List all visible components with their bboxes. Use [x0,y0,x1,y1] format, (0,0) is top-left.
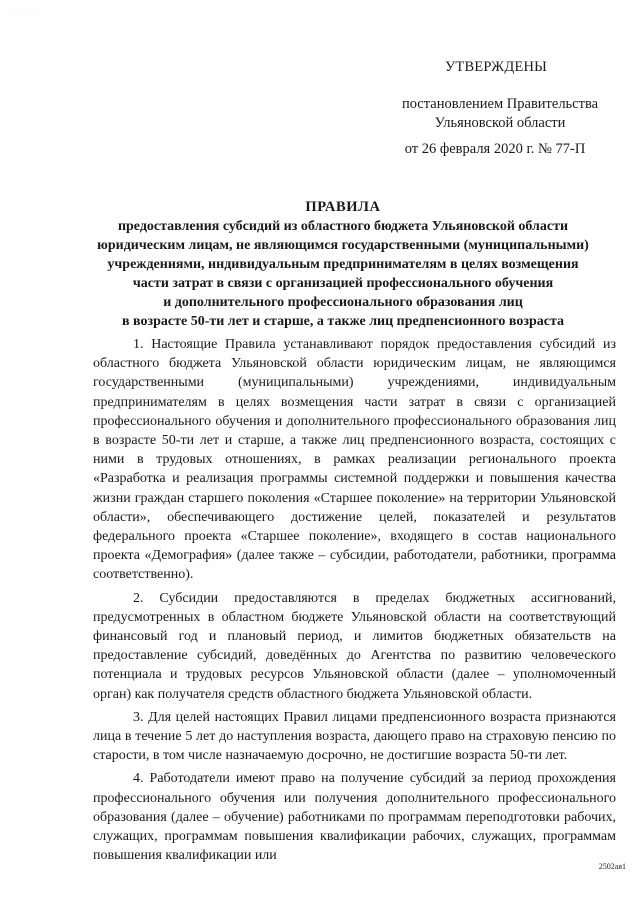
paragraph-1: 1. Настоящие Правила устанавливают порядок предоставления субсидий из областного бюджета Ульяновской области юридическим лицам, не являющимся государственными (муниципальными) учреждениями, индивидуальным предпринимателям в целях возмещения части затрат в связи с организацией профессионального обучения и дополнительного профессионального образования лиц в возрасте 50-ти лет и старше, а также лиц предпенсионного возраста, состоящих с ними в трудовых отношениях, в рамках реализации регионального проекта «Разработка и реализация программы системной поддержки и повышения качества жизни граждан старшего поколения «Старшее поколение» на территории Ульяновской области», обеспечивающего достижение целей, показателей и результатов федерального проекта «Старшее поколение», входящего в состав национального проекта «Демография» (далее также – субсидии, работодатели, работники, программа соответственно). [93,337,616,583]
title-line: и дополнительного профессионального образования лиц [163,295,523,310]
decree-date: от 26 февраля 2020 г. № 77-П [404,141,586,157]
title-line: предоставления субсидий из областного бюджета Ульяновской области [117,219,569,234]
document-body [93,335,616,869]
paragraph-2: 2. Субсидии предоставляются в пределах бюджетных ассигнований, предусмотренных в областном бюджете Ульяновской области на соответствующий финансовый год и плановый период, и лимитов бюджетных обязательств на предоставление субсидий, доведённых до Агентства по развитию человеческого потенциала и трудовых ресурсов Ульяновской области (далее – уполномоченный орган) как получателя средств областного бюджета Ульяновской области. [93,590,616,702]
paragraph-3: 3. Для целей настоящих Правил лицами предпенсионного возраста признаются лица в течение 5 лет до наступления возраста, дающего право на страховую пенсию по старости, в том числе назначаемую досрочно, не достигшие возраста 50-ти лет. [93,709,616,764]
title-line: в возрасте 50-ти лет и старше, а также лиц предпенсионного возраста [121,314,565,329]
approval-stamp-block [360,58,600,159]
document-title: ПРАВИЛА [305,199,381,215]
decree-line-2: Ульяновской области [434,115,566,131]
document-title-block [68,198,618,331]
title-line: части затрат в связи с организацией профессионального обучения [132,276,554,291]
decree-line-1: постановлением Правительства [401,96,599,112]
title-line: учреждениями, индивидуальным предпринимателям в целях возмещения [107,257,579,272]
scan-corner-marks: · · · · [8,6,42,12]
document-code: 2502ая1 [598,862,626,871]
approved-label: УТВЕРЖДЕНЫ [444,59,548,75]
title-line: юридическим лицам, не являющимся государственными (муниципальными) [97,238,589,253]
paragraph-4: 4. Работодатели имеют право на получение субсидий за период прохождения профессионального обучения или получения дополнительного профессионального образования (далее – обучение) работниками по программам переподготовки рабочих, служащих, программам повышения квалификации рабочих, служащих, программам повышения квалификации или [93,771,616,864]
